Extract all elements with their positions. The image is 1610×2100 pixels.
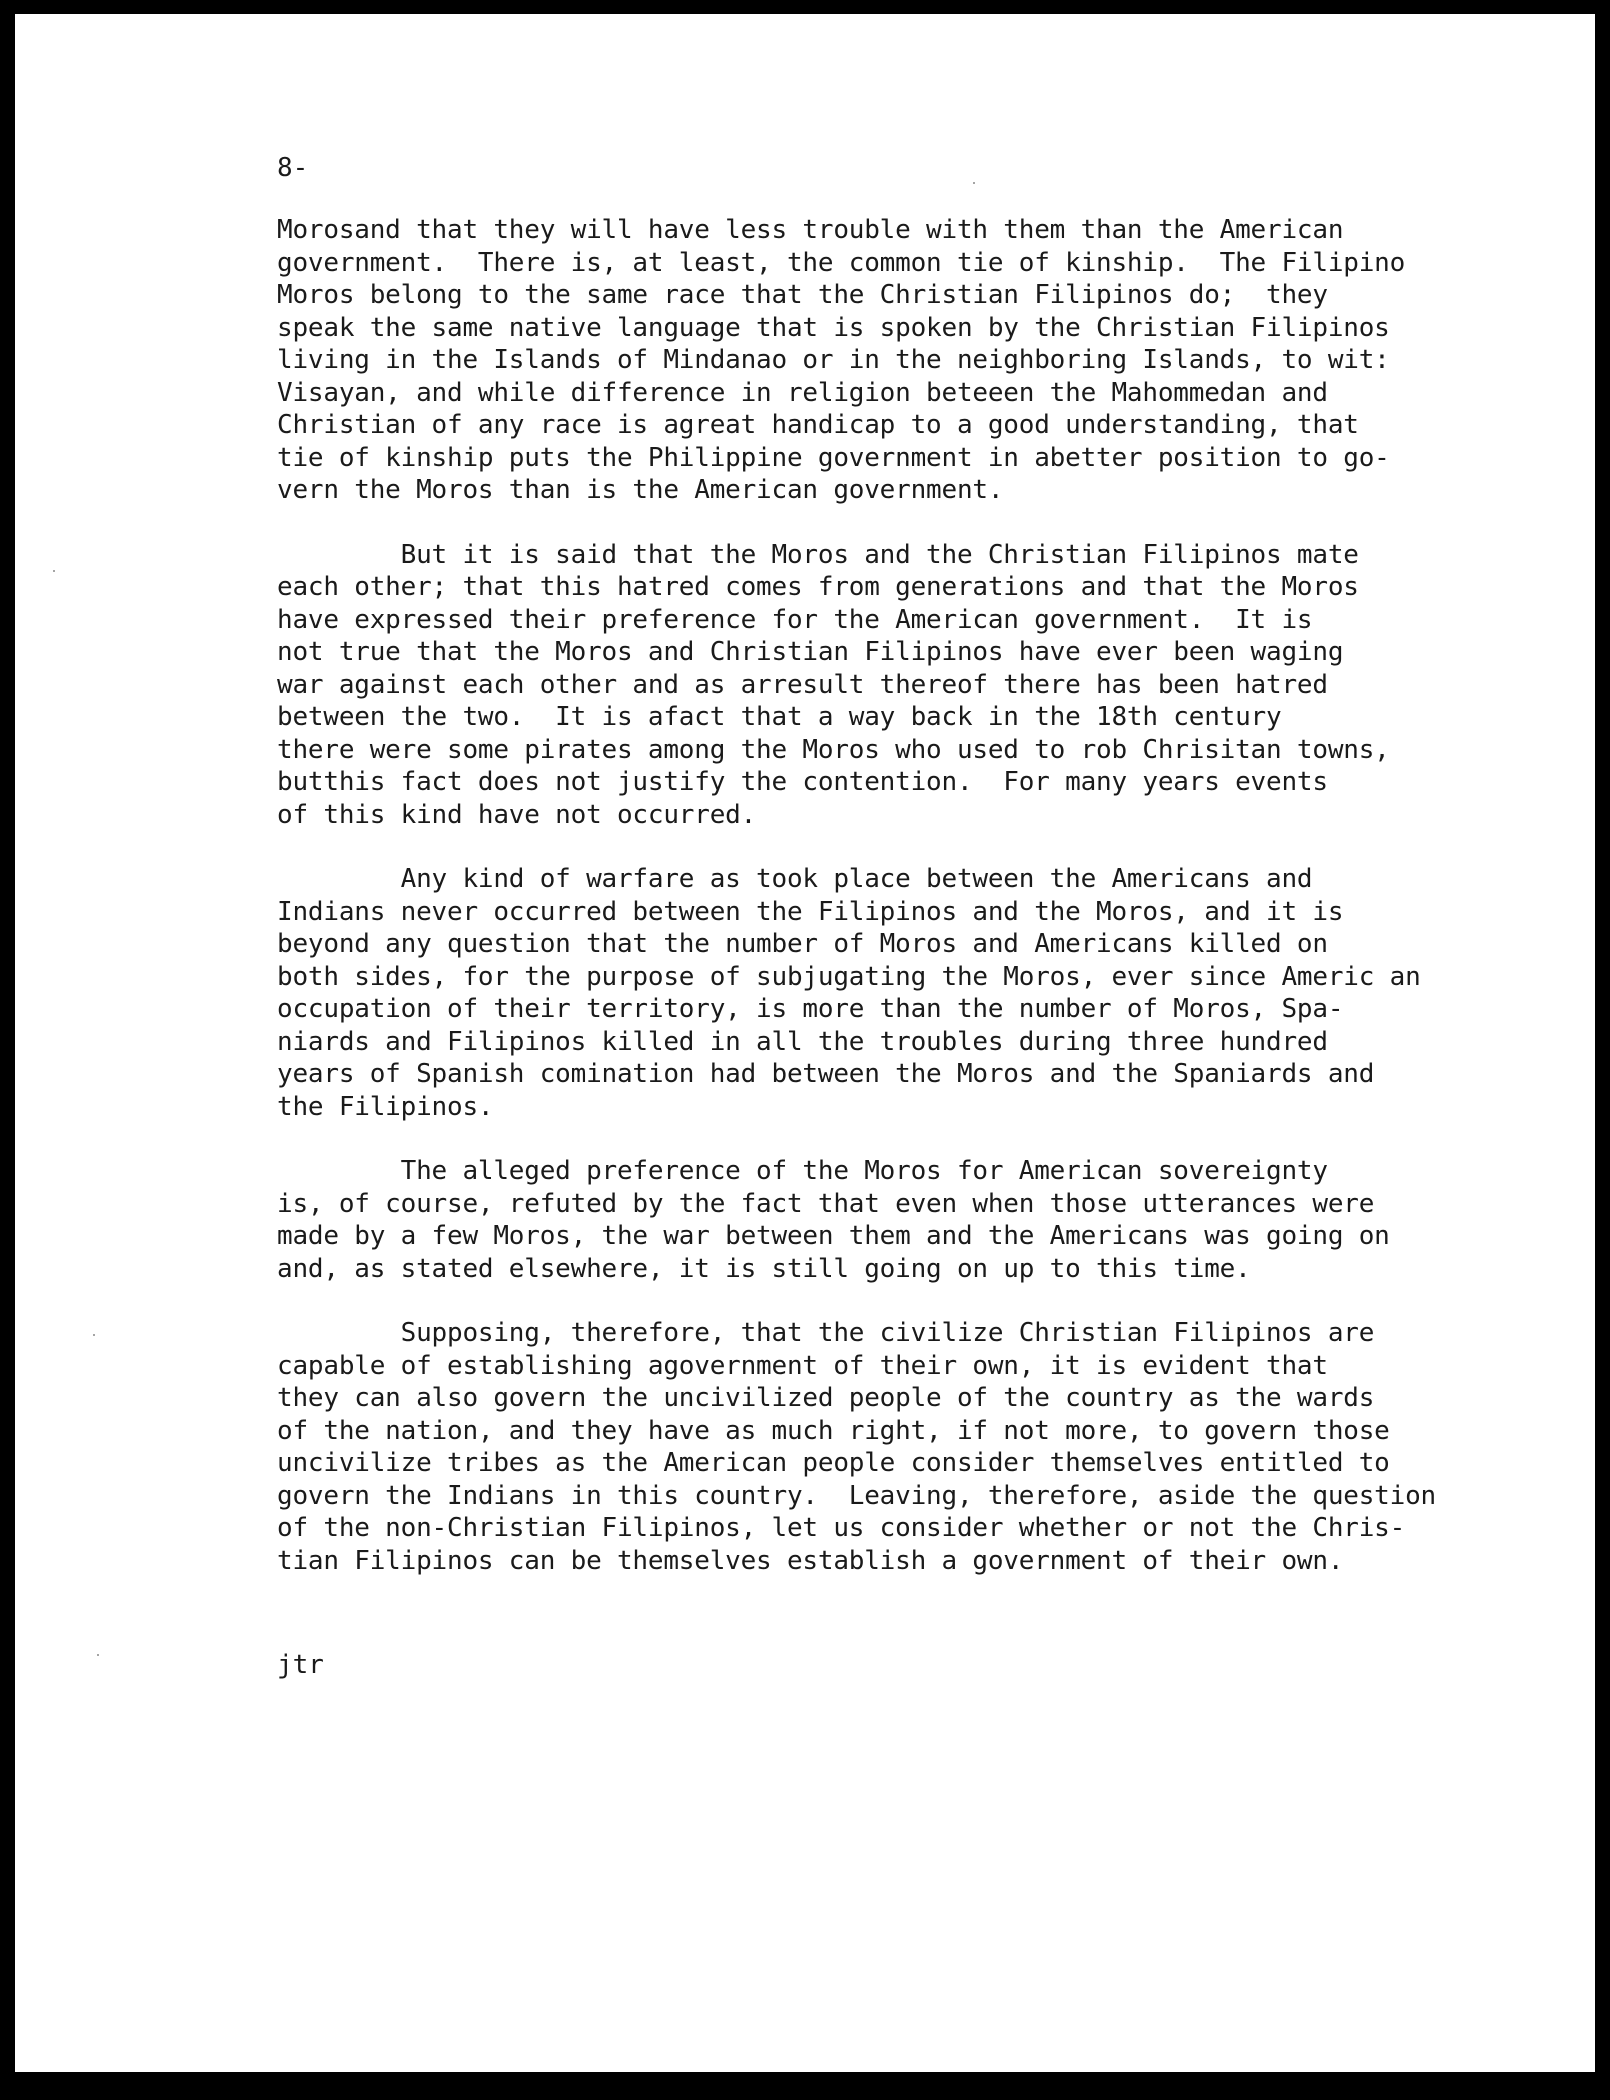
text-line: beyond any question that the number of Moros and Americans killed on bbox=[277, 929, 1328, 959]
scan-speck bbox=[93, 1334, 95, 1336]
text-line: niards and Filipinos killed in all the troubles during three hundred bbox=[277, 1026, 1328, 1057]
body-text bbox=[277, 214, 1537, 1609]
text-line: of the non-Christian Filipinos, let us consider whether or not the Chris- bbox=[277, 1513, 1406, 1543]
text-line: each other; that this hatred comes from generations and that the Moros bbox=[277, 572, 1359, 602]
text-line: Indians never occurred between the Filipinos and the Moros, and it is bbox=[277, 896, 1344, 927]
text-line: Morosand that they will have less trouble with them than the American bbox=[277, 215, 1344, 245]
text-line: both sides, for the purpose of subjugating the Moros, ever since Americ an bbox=[277, 961, 1421, 992]
scan-speck bbox=[973, 182, 975, 184]
paragraph bbox=[277, 1317, 1537, 1577]
text-line: capable of establishing agovernment of their own, it is evident that bbox=[277, 1350, 1328, 1381]
page-number: 8- bbox=[277, 153, 309, 183]
paragraph bbox=[277, 539, 1537, 832]
text-line: not true that the Moros and Christian Filipinos have ever been waging bbox=[277, 637, 1344, 667]
text-line: uncivilize tribes as the American people consider themselves entitled to bbox=[277, 1448, 1390, 1478]
text-line: they can also govern the uncivilized people of the country as the wards bbox=[277, 1383, 1375, 1413]
text-line: vern the Moros than is the American government. bbox=[277, 475, 1004, 505]
text-line: government. There is, at least, the common tie of kinship. The Filipino bbox=[277, 247, 1406, 278]
text-line: of this kind have not occurred. bbox=[277, 799, 757, 830]
text-line: between the two. It is afact that a way back in the 18th century bbox=[277, 702, 1282, 732]
text-line: war against each other and as arresult thereof there has been hatred bbox=[277, 669, 1328, 700]
text-line: years of Spanish comination had between the Moros and the Spaniards and bbox=[277, 1059, 1375, 1089]
text-line: But it is said that the Moros and the Christian Filipinos mate bbox=[277, 539, 1359, 570]
text-line: Supposing, therefore, that the civilize Christian Filipinos are bbox=[277, 1318, 1375, 1348]
text-line: of the nation, and they have as much right, if not more, to govern those bbox=[277, 1415, 1390, 1446]
text-line: have expressed their preference for the American government. It is bbox=[277, 604, 1313, 635]
text-line: occupation of their territory, is more than the number of Moros, Spa- bbox=[277, 994, 1344, 1024]
paragraph bbox=[277, 214, 1537, 507]
text-line: is, of course, refuted by the fact that even when those utterances were bbox=[277, 1188, 1375, 1219]
text-line: and, as stated elsewhere, it is still going on up to this time. bbox=[277, 1253, 1251, 1284]
text-line: govern the Indians in this country. Leaving, therefore, aside the question bbox=[277, 1480, 1436, 1511]
text-line: the Filipinos. bbox=[277, 1091, 494, 1122]
paragraph bbox=[277, 863, 1537, 1123]
text-line: Christian of any race is agreat handicap to a good understanding, that bbox=[277, 410, 1359, 440]
document-page bbox=[15, 14, 1595, 2072]
paragraph bbox=[277, 1155, 1537, 1285]
scan-speck bbox=[97, 1654, 99, 1656]
text-line: butthis fact does not justify the contention. For many years events bbox=[277, 767, 1328, 797]
text-line: Visayan, and while difference in religion beteeen the Mahommedan and bbox=[277, 377, 1328, 408]
text-line: Any kind of warfare as took place between the Americans and bbox=[277, 864, 1313, 894]
scan-speck bbox=[53, 570, 55, 572]
text-line: speak the same native language that is spoken by the Christian Filipinos bbox=[277, 312, 1390, 343]
text-line: tian Filipinos can be themselves establish a government of their own. bbox=[277, 1545, 1344, 1576]
text-line: The alleged preference of the Moros for American sovereignty bbox=[277, 1156, 1328, 1186]
text-line: there were some pirates among the Moros who used to rob Chrisitan towns, bbox=[277, 734, 1390, 765]
text-line: Moros belong to the same race that the Christian Filipinos do; they bbox=[277, 280, 1328, 310]
text-line: made by a few Moros, the war between them and the Americans was going on bbox=[277, 1221, 1390, 1251]
text-line: living in the Islands of Mindanao or in the neighboring Islands, to wit: bbox=[277, 345, 1390, 375]
typist-initials: jtr bbox=[277, 1650, 324, 1680]
text-line: tie of kinship puts the Philippine government in abetter position to go- bbox=[277, 442, 1390, 473]
